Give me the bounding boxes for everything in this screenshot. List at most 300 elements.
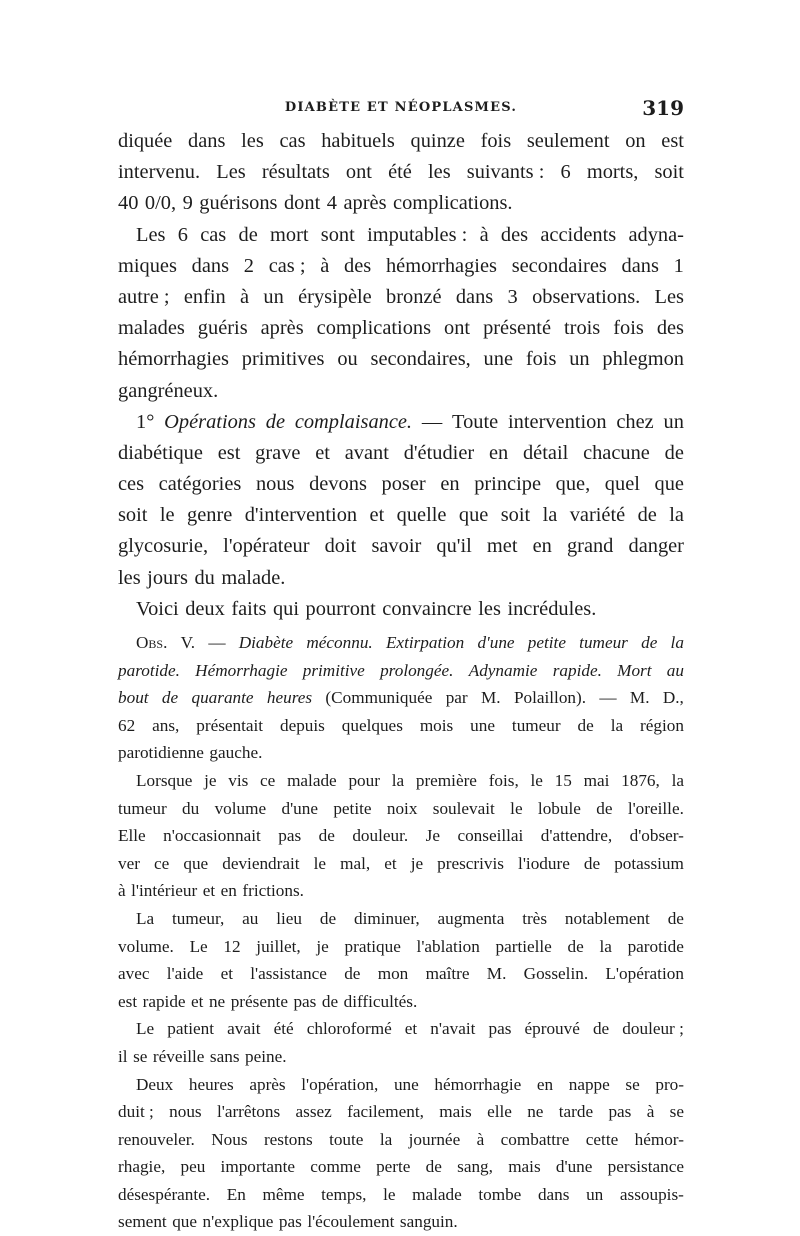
- word: deux: [185, 594, 225, 625]
- word: Les: [216, 157, 245, 188]
- word: d'étudier: [404, 438, 474, 469]
- word: n'occasionnait: [163, 822, 261, 850]
- word: secondaires,: [371, 344, 471, 375]
- word: pas: [293, 988, 316, 1016]
- word: perte: [376, 1153, 410, 1181]
- word: incrédules.: [507, 594, 596, 625]
- text-line: [118, 712, 684, 740]
- word: pas: [488, 1015, 511, 1043]
- word: quarante: [191, 684, 253, 712]
- word: le: [160, 500, 175, 531]
- word: trois: [564, 313, 600, 344]
- word: tombe: [478, 1181, 521, 1209]
- text-line: [118, 657, 684, 685]
- word: met: [487, 531, 518, 562]
- text-line: [118, 220, 684, 251]
- word: les: [241, 126, 264, 157]
- word: pro-: [655, 1071, 684, 1099]
- word: journée: [409, 1126, 461, 1154]
- word: Le: [136, 1015, 154, 1043]
- word: l'oreille.: [628, 795, 684, 823]
- word: diabétique: [118, 438, 203, 469]
- word: à: [320, 251, 329, 282]
- text-line: [118, 739, 684, 767]
- word: Toute: [452, 407, 498, 438]
- word: 1°: [136, 407, 154, 438]
- word: tarde: [559, 1098, 593, 1126]
- text-line: [118, 1098, 684, 1126]
- word: d'obser-: [630, 822, 684, 850]
- word: elle: [487, 1098, 512, 1126]
- word: pour: [348, 767, 380, 795]
- word: de: [239, 220, 258, 251]
- word: pourront: [306, 594, 376, 625]
- word: prolongée.: [380, 657, 453, 685]
- word: rapide.: [553, 657, 602, 685]
- word: depuis: [280, 712, 325, 740]
- text-line: [118, 850, 684, 878]
- word: assoupis-: [620, 1181, 684, 1209]
- word: même: [262, 1181, 304, 1209]
- word: glycosurie,: [118, 531, 208, 562]
- word: peu: [180, 1153, 205, 1181]
- word: heures: [267, 684, 312, 712]
- word: parotidienne: [118, 739, 204, 767]
- word: parotide: [628, 933, 684, 961]
- word: intervention: [508, 407, 607, 438]
- word: tumeur: [512, 712, 561, 740]
- word: première: [416, 767, 477, 795]
- word: assez: [296, 1098, 332, 1126]
- word: l'assistance: [250, 960, 327, 988]
- word: pratique: [345, 933, 401, 961]
- word: mais: [508, 1153, 540, 1181]
- word: de: [584, 850, 600, 878]
- word: volume.: [118, 933, 174, 961]
- word: cas: [279, 126, 305, 157]
- word: une: [470, 712, 495, 740]
- word: érysipèle: [298, 282, 372, 313]
- word: D.,: [663, 684, 684, 712]
- word: 15: [555, 767, 572, 795]
- word: L'opération: [605, 960, 684, 988]
- word: fois: [481, 126, 512, 157]
- word: secondaires: [512, 251, 607, 282]
- text-line: [118, 822, 684, 850]
- word: que: [183, 850, 208, 878]
- word: dans: [456, 282, 493, 313]
- word: les: [428, 157, 451, 188]
- word: Elle: [118, 822, 146, 850]
- word: Polaillon).: [514, 684, 586, 712]
- word: de: [319, 822, 335, 850]
- word: soulevait: [433, 795, 495, 823]
- word: sement: [118, 1208, 167, 1236]
- word: de: [568, 933, 584, 961]
- word: hémor-: [635, 1126, 684, 1154]
- word: que: [655, 469, 684, 500]
- word: 40: [118, 188, 138, 219]
- word: avait: [227, 1015, 260, 1043]
- word: principe: [474, 469, 541, 500]
- word: soit: [655, 157, 684, 188]
- word: patient: [167, 1015, 214, 1043]
- word: persistance: [608, 1153, 684, 1181]
- word: guérisons: [199, 188, 277, 219]
- word: mois: [420, 712, 453, 740]
- word: difficultés.: [344, 988, 418, 1016]
- word: Mort: [617, 657, 651, 685]
- word: Voici: [136, 594, 179, 625]
- word: après: [261, 313, 304, 344]
- paragraph: [118, 407, 684, 594]
- word: —: [208, 629, 225, 657]
- word: hémorrhagie: [434, 1071, 521, 1099]
- word: présenté: [483, 313, 551, 344]
- text-line: [118, 1043, 684, 1071]
- word: d'une: [556, 1153, 593, 1181]
- word: à: [118, 877, 126, 905]
- word: malades: [118, 313, 185, 344]
- word: d'attendre,: [541, 822, 612, 850]
- word: désespérante.: [118, 1181, 210, 1209]
- word: je: [204, 767, 216, 795]
- word: de: [320, 905, 336, 933]
- word: après: [343, 188, 386, 219]
- word: les: [478, 594, 501, 625]
- word: fois: [526, 344, 557, 375]
- word: soit: [118, 500, 147, 531]
- word: en: [221, 877, 237, 905]
- text-line: [118, 344, 684, 375]
- word: mort: [270, 220, 309, 251]
- word: à: [647, 1098, 655, 1126]
- text-line: [118, 594, 684, 625]
- paragraph: [118, 767, 684, 905]
- word: à: [240, 282, 249, 313]
- word: gauche.: [209, 739, 262, 767]
- word: douleur ;: [622, 1015, 684, 1043]
- word: potassium: [614, 850, 684, 878]
- word: du: [182, 795, 199, 823]
- text-line: [118, 157, 684, 188]
- word: malade.: [221, 563, 285, 594]
- word: catégories: [159, 469, 242, 500]
- word: enfin: [184, 282, 226, 313]
- word: est: [661, 126, 684, 157]
- word: de: [596, 795, 612, 823]
- word: ont: [346, 157, 372, 188]
- word: 0/0,: [145, 188, 176, 219]
- word: lobule: [538, 795, 581, 823]
- word: petite: [528, 629, 566, 657]
- word: observations.: [532, 282, 640, 313]
- word: de: [322, 988, 338, 1016]
- word: en: [533, 531, 552, 562]
- word: chez: [616, 407, 653, 438]
- text-line: [118, 905, 684, 933]
- text-line: [118, 1208, 684, 1236]
- word: complaisance.: [295, 407, 412, 438]
- word: chacune: [583, 438, 650, 469]
- word: un: [263, 282, 283, 313]
- text-line: [118, 407, 684, 438]
- page-body: [118, 126, 684, 1236]
- paragraph: [118, 629, 684, 767]
- text-line: [118, 1015, 684, 1043]
- word: des: [344, 251, 371, 282]
- word: danger: [629, 531, 684, 562]
- word: est: [218, 438, 241, 469]
- word: notablement: [565, 905, 650, 933]
- word: de: [665, 438, 684, 469]
- word: éprouvé: [525, 1015, 580, 1043]
- word: convaincre: [382, 594, 471, 625]
- word: réveille: [153, 1043, 205, 1071]
- word: à: [480, 220, 489, 251]
- word: n'explique: [203, 1208, 274, 1236]
- word: M.: [487, 960, 507, 988]
- word: avant: [345, 438, 389, 469]
- word: 1: [674, 251, 684, 282]
- word: malade: [287, 767, 337, 795]
- text-line: [118, 933, 684, 961]
- word: je: [316, 933, 328, 961]
- word: ont: [444, 313, 470, 344]
- word: l'arrêtons: [217, 1098, 280, 1126]
- word: quel: [605, 469, 640, 500]
- word: d'une: [281, 795, 318, 823]
- word: été: [274, 1015, 294, 1043]
- paragraph: [118, 594, 684, 625]
- word: prescrivis: [437, 850, 504, 878]
- word: morts,: [587, 157, 639, 188]
- text-line: [118, 469, 684, 500]
- word: de: [593, 1015, 609, 1043]
- word: conseillai: [457, 822, 523, 850]
- word: importante: [221, 1153, 295, 1181]
- word: hémorrhagies: [386, 251, 497, 282]
- word: peine.: [245, 1043, 287, 1071]
- word: mal,: [340, 850, 370, 878]
- word: qui: [273, 594, 299, 625]
- paragraph: [118, 905, 684, 1015]
- text-line: [118, 1153, 684, 1181]
- word: combattre: [501, 1126, 570, 1154]
- word: vis: [228, 767, 248, 795]
- text-line: [118, 1181, 684, 1209]
- word: autre ;: [118, 282, 170, 313]
- word: sont: [321, 220, 355, 251]
- text-line: [118, 767, 684, 795]
- word: détail: [523, 438, 568, 469]
- word: facilement,: [347, 1098, 424, 1126]
- word: bronzé: [386, 282, 441, 313]
- word: habituels: [321, 126, 395, 157]
- word: au: [242, 905, 258, 933]
- word: mais: [439, 1098, 471, 1126]
- word: ne: [527, 1098, 543, 1126]
- word: 2: [244, 251, 254, 282]
- text-line: [118, 126, 684, 157]
- word: accidents: [540, 220, 616, 251]
- word: seulement: [527, 126, 610, 157]
- word: ces: [118, 469, 144, 500]
- text-line: [118, 500, 684, 531]
- word: au: [667, 657, 684, 685]
- word: quinze: [411, 126, 465, 157]
- word: le: [383, 1181, 395, 1209]
- word: et: [191, 988, 203, 1016]
- word: l'écoulement: [307, 1208, 394, 1236]
- word: sans: [210, 1043, 240, 1071]
- word: Opérations: [164, 407, 256, 438]
- word: savoir: [371, 531, 421, 562]
- paragraph: [118, 1015, 684, 1070]
- word: grave: [255, 438, 300, 469]
- word: toute: [329, 1126, 363, 1154]
- word: 3: [508, 282, 518, 313]
- word: de: [266, 407, 285, 438]
- word: est: [118, 988, 137, 1016]
- text-line: [118, 988, 684, 1016]
- word: une: [484, 344, 513, 375]
- word: complications.: [393, 188, 513, 219]
- word: présente: [231, 988, 288, 1016]
- page-header: [118, 96, 684, 120]
- word: hémorrhagies: [118, 344, 229, 375]
- word: diquée: [118, 126, 172, 157]
- word: le: [510, 795, 522, 823]
- text-line: [118, 1126, 684, 1154]
- word: méconnu.: [306, 629, 372, 657]
- word: la: [671, 629, 684, 657]
- word: intervenu.: [118, 157, 200, 188]
- word: lieu: [276, 905, 302, 933]
- word: un: [569, 344, 589, 375]
- word: présentait: [196, 712, 263, 740]
- word: ans,: [152, 712, 179, 740]
- text-line: [118, 376, 684, 407]
- word: M.: [481, 684, 501, 712]
- text-line: [118, 563, 684, 594]
- word: rhagie,: [118, 1153, 165, 1181]
- word: comme: [310, 1153, 361, 1181]
- word: et: [221, 960, 233, 988]
- text-line: [118, 877, 684, 905]
- word: de: [641, 629, 657, 657]
- word: qu'il: [436, 531, 471, 562]
- word: 1876,: [621, 767, 660, 795]
- text-line: [118, 251, 684, 282]
- word: phlegmon: [602, 344, 684, 375]
- word: cette: [586, 1126, 618, 1154]
- word: complications: [317, 313, 431, 344]
- text-line: [118, 629, 684, 657]
- word: bout: [118, 684, 149, 712]
- word: juillet,: [256, 933, 300, 961]
- word: de: [344, 960, 360, 988]
- word: quelle: [397, 500, 447, 531]
- word: dans: [192, 251, 229, 282]
- word: sanguin.: [400, 1208, 458, 1236]
- word: mon: [378, 960, 409, 988]
- word: à: [477, 1126, 485, 1154]
- word: je: [411, 850, 423, 878]
- word: que: [172, 1208, 197, 1236]
- word: dans: [622, 251, 659, 282]
- word: guéris: [198, 313, 248, 344]
- word: que: [459, 500, 488, 531]
- word: temps,: [321, 1181, 366, 1209]
- word: duit ;: [118, 1098, 154, 1126]
- word: de: [638, 500, 657, 531]
- word: et: [370, 500, 385, 531]
- word: de: [162, 684, 178, 712]
- word: fois: [613, 313, 644, 344]
- word: jours: [147, 563, 188, 594]
- word: 62: [118, 712, 135, 740]
- word: un: [586, 1181, 603, 1209]
- word: sang,: [457, 1153, 493, 1181]
- word: fois,: [489, 767, 519, 795]
- word: se: [625, 1071, 639, 1099]
- word: l'iodure: [518, 850, 570, 878]
- word: primitives: [242, 344, 325, 375]
- word: la: [543, 500, 558, 531]
- word: —: [422, 407, 442, 438]
- page-number: 319: [642, 96, 684, 120]
- word: nous: [256, 469, 295, 500]
- word: frictions.: [242, 877, 304, 905]
- text-line: [118, 438, 684, 469]
- word: l'opérateur: [223, 531, 309, 562]
- word: ver: [118, 850, 140, 878]
- word: augmenta: [438, 905, 505, 933]
- word: se: [670, 1098, 684, 1126]
- word: ne: [209, 988, 225, 1016]
- word: soit: [501, 500, 530, 531]
- word: douleur.: [352, 822, 408, 850]
- text-line: [118, 531, 684, 562]
- paragraph: [118, 220, 684, 407]
- word: nappe: [569, 1071, 610, 1099]
- word: rapide: [143, 988, 186, 1016]
- paragraph: [118, 1071, 684, 1236]
- word: région: [640, 712, 684, 740]
- word: de: [668, 905, 684, 933]
- word: variété: [570, 500, 625, 531]
- word: que,: [556, 469, 591, 500]
- word: du: [194, 563, 214, 594]
- word: Le: [190, 933, 208, 961]
- word: l'intérieur: [131, 877, 197, 905]
- word: dont: [284, 188, 320, 219]
- word: volume: [215, 795, 267, 823]
- word: n'avait: [430, 1015, 475, 1043]
- word: des: [501, 220, 528, 251]
- text-line: [118, 282, 684, 313]
- word: et: [203, 877, 215, 905]
- word: été: [388, 157, 412, 188]
- word: 6: [561, 157, 571, 188]
- word: Extirpation: [386, 629, 464, 657]
- text-line: [118, 188, 684, 219]
- word: petite: [333, 795, 371, 823]
- word: 6: [178, 220, 188, 251]
- word: la: [672, 767, 684, 795]
- word: ce: [154, 850, 169, 878]
